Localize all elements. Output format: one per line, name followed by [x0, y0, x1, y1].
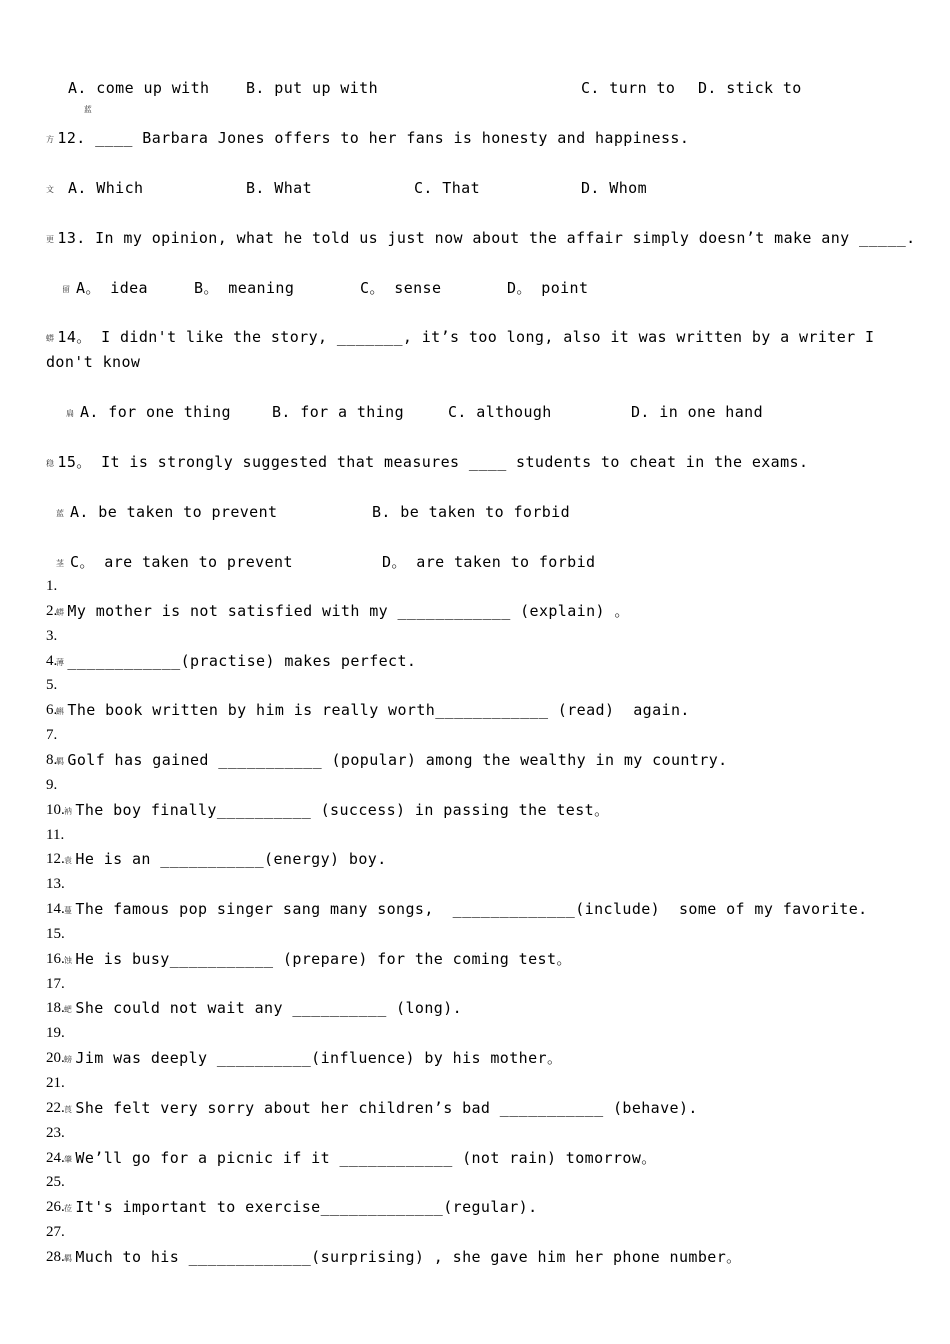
item-number: 2.	[46, 603, 58, 619]
margin-mark: 薄	[56, 658, 65, 667]
margin-mark: 莨	[64, 1105, 73, 1114]
item-number: 19.	[46, 1025, 65, 1041]
option-c: C. turn to	[581, 79, 676, 97]
sentence-text: The famous pop singer sang many songs, _____________(include) some of my favorite.	[75, 900, 868, 918]
margin-mark: 留	[62, 285, 71, 294]
item-number: 21.	[46, 1075, 65, 1091]
item-number: 17.	[46, 976, 65, 992]
q15-options-cd	[56, 552, 67, 574]
option-b: B. be taken to forbid	[372, 503, 571, 521]
option-c: C. although	[448, 403, 552, 421]
sentence-text: Golf has gained ___________ (popular) among the wealthy in my country.	[67, 751, 728, 769]
sentence-text: He is busy___________ (prepare) for the coming test。	[75, 950, 572, 968]
option-b: B. put up with	[246, 79, 379, 97]
sentence	[64, 800, 610, 822]
margin-mark: 方	[46, 135, 55, 144]
item-number: 27.	[46, 1224, 65, 1240]
question-text: 13. In my opinion, what he told us just now about the affair simply doesn’t make any _____.	[57, 229, 916, 247]
margin-mark: 文	[46, 185, 55, 194]
sentence	[64, 1148, 657, 1170]
sentence	[64, 1098, 698, 1120]
item-number: 12.	[46, 851, 65, 867]
sentence	[64, 998, 462, 1020]
option-a: A. come up with	[68, 79, 210, 97]
option-c: C. That	[414, 179, 481, 197]
sentence-text: It's important to exercise_____________(regular).	[75, 1198, 538, 1216]
option-b: B. for a thing	[272, 403, 405, 421]
sentence-text: We’ll go for a picnic if it ____________ (not rain) tomorrow。	[75, 1149, 657, 1167]
item-number: 4.	[46, 653, 58, 669]
sentence	[56, 750, 728, 772]
margin-mark: 蟒	[46, 334, 55, 343]
sentence-text: He is an ___________(energy) boy.	[75, 850, 387, 868]
item-number: 20.	[46, 1050, 65, 1066]
q14-options	[66, 402, 77, 424]
option-d: D。 are taken to forbid	[382, 553, 596, 571]
option-d: D. Whom	[581, 179, 648, 197]
margin-mark: 蚆	[64, 1005, 73, 1014]
margin-mark: 蔓	[64, 906, 73, 915]
item-number: 13.	[46, 876, 65, 892]
item-number: 23.	[46, 1125, 65, 1141]
item-number: 18.	[46, 1000, 65, 1016]
option-c: C。 are taken to prevent	[70, 553, 293, 571]
sentence-text: ____________(practise) makes perfect.	[67, 652, 417, 670]
margin-mark: 蝌	[56, 707, 65, 716]
margin-mark: 稳	[46, 459, 55, 468]
item-number: 22.	[46, 1100, 65, 1116]
margin-mark: 衲	[64, 807, 73, 816]
item-number: 16.	[46, 951, 65, 967]
option-a: A。 idea	[76, 279, 148, 297]
sentence	[64, 1197, 538, 1219]
item-number: 5.	[46, 677, 58, 693]
sentence-text: She could not wait any __________ (long).	[75, 999, 463, 1017]
option-d: D。 point	[507, 279, 589, 297]
margin-mark: 更	[46, 235, 55, 244]
q15-options-ab	[56, 502, 67, 524]
question-15	[46, 452, 808, 474]
margin-mark: 袁	[64, 856, 73, 865]
question-text: 15。 It is strongly suggested that measures ____ students to cheat in the exams.	[57, 453, 809, 471]
item-number: 14.	[46, 901, 65, 917]
sentence	[56, 601, 630, 623]
margin-mark: 羁	[64, 1254, 73, 1263]
item-number: 6.	[46, 702, 58, 718]
option-b: B. What	[246, 179, 313, 197]
option-d: D. in one hand	[631, 403, 764, 421]
question-13	[46, 228, 916, 250]
margin-mark: 螃	[64, 1055, 73, 1064]
item-number: 11.	[46, 827, 65, 843]
sentence-text: Jim was deeply __________(influence) by his mother。	[75, 1049, 563, 1067]
q12-options	[46, 178, 57, 200]
sentence	[56, 651, 416, 673]
option-a: A. be taken to prevent	[70, 503, 278, 521]
margin-mark: 蟒	[56, 608, 65, 617]
margin-mark: 蓝	[56, 509, 65, 518]
option-b: B。 meaning	[194, 279, 295, 297]
margin-mark: 羁	[56, 757, 65, 766]
option-c: C。 sense	[360, 279, 442, 297]
item-number: 1.	[46, 578, 58, 594]
item-number: 7.	[46, 727, 58, 743]
question-text: 14。 I didn't like the story, _______, it’s too long, also it was written by a writer I	[57, 328, 875, 346]
margin-mark: 肇	[64, 1155, 73, 1164]
item-number: 24.	[46, 1150, 65, 1166]
margin-mark: 茎	[56, 559, 65, 568]
sentence-text: Much to his _____________(surprising) , she gave him her phone number。	[75, 1248, 742, 1266]
option-a: A. for one thing	[80, 403, 231, 421]
sentence-text: She felt very sorry about her children’s bad ___________ (behave).	[75, 1099, 698, 1117]
sentence	[64, 949, 572, 971]
margin-mark: 扁	[66, 409, 75, 418]
sentence	[56, 700, 690, 722]
item-number: 26.	[46, 1199, 65, 1215]
margin-mark: 蓝	[83, 105, 93, 114]
item-number: 25.	[46, 1174, 65, 1190]
item-number: 28.	[46, 1249, 65, 1265]
question-12	[46, 128, 689, 150]
item-number: 3.	[46, 628, 58, 644]
sentence	[64, 1048, 562, 1070]
option-a: A. Which	[68, 179, 144, 197]
sentence-text: The book written by him is really worth____________ (read) again.	[67, 701, 690, 719]
margin-mark: 莅	[64, 1204, 73, 1213]
option-d: D. stick to	[698, 79, 802, 97]
question-14-continuation: don't know	[46, 353, 141, 371]
sentence	[64, 899, 868, 921]
sentence-text: My mother is not satisfied with my ____________ (explain) 。	[67, 602, 630, 620]
item-number: 8.	[46, 752, 58, 768]
question-14	[46, 327, 874, 349]
item-number: 10.	[46, 802, 65, 818]
margin-mark: 蚀	[64, 956, 73, 965]
item-number: 9.	[46, 777, 58, 793]
question-text: 12. ____ Barbara Jones offers to her fans is honesty and happiness.	[57, 129, 690, 147]
sentence	[64, 849, 387, 871]
sentence	[64, 1247, 742, 1269]
sentence-text: The boy finally__________ (success) in passing the test。	[75, 801, 610, 819]
q13-options	[62, 278, 73, 300]
item-number: 15.	[46, 926, 65, 942]
